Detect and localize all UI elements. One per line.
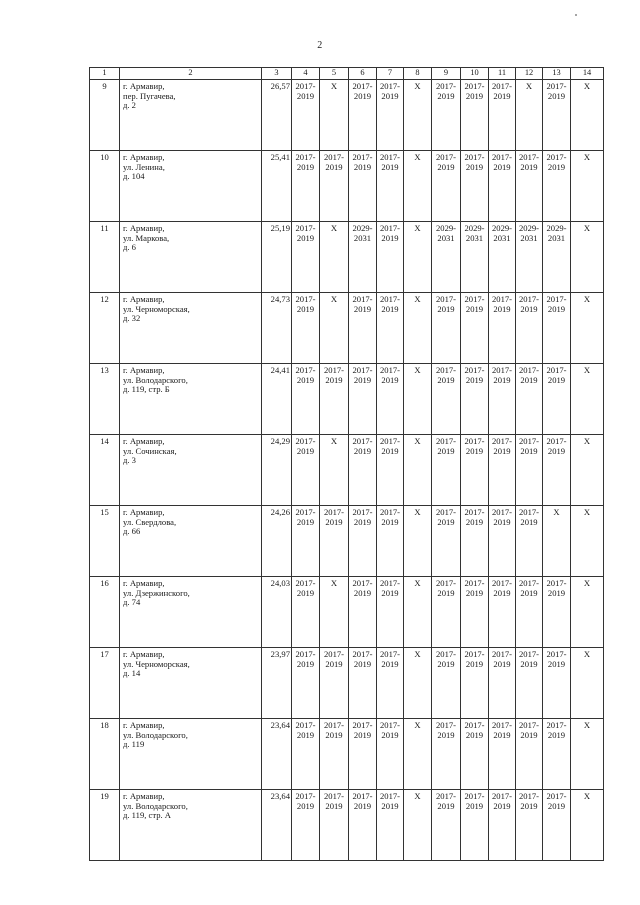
column-number-14: 14 bbox=[571, 68, 604, 80]
period-cell: 2017- 2019 bbox=[377, 364, 404, 435]
column-number-row bbox=[90, 68, 604, 80]
period-cell: 2017- 2019 bbox=[516, 719, 543, 790]
not-applicable-cell: X bbox=[404, 293, 432, 364]
column-number-11: 11 bbox=[489, 68, 516, 80]
address-cell bbox=[120, 80, 262, 151]
address-cell bbox=[120, 577, 262, 648]
housing-repair-table bbox=[89, 67, 604, 861]
address-line: г. Армавир, bbox=[123, 507, 165, 517]
period-cell: 2029- 2031 bbox=[489, 222, 516, 293]
column-number-8: 8 bbox=[404, 68, 432, 80]
address-line: г. Армавир, bbox=[123, 152, 165, 162]
address-line: пер. Пугачева, bbox=[123, 90, 176, 101]
period-cell: 2017- 2019 bbox=[489, 506, 516, 577]
period-cell: 2017- 2019 bbox=[461, 80, 489, 151]
address-cell bbox=[120, 790, 262, 861]
not-applicable-cell: X bbox=[320, 435, 349, 506]
period-cell: 2017- 2019 bbox=[489, 435, 516, 506]
row-number: 13 bbox=[90, 364, 120, 435]
period-cell: 2017- 2019 bbox=[461, 648, 489, 719]
period-cell: 2017- 2019 bbox=[489, 293, 516, 364]
period-cell: 2017- 2019 bbox=[377, 151, 404, 222]
period-cell: 2017- 2019 bbox=[516, 151, 543, 222]
not-applicable-cell: X bbox=[571, 648, 604, 719]
column-number-2: 2 bbox=[120, 68, 262, 80]
period-cell: 2017- 2019 bbox=[543, 151, 571, 222]
period-cell: 2017- 2019 bbox=[320, 364, 349, 435]
period-cell: 2017- 2019 bbox=[516, 506, 543, 577]
not-applicable-cell: X bbox=[571, 790, 604, 861]
page-number: 2 bbox=[317, 40, 323, 51]
period-cell: 2017- 2019 bbox=[516, 577, 543, 648]
row-number: 9 bbox=[90, 80, 120, 151]
period-cell: 2017- 2019 bbox=[432, 80, 461, 151]
column-number-3: 3 bbox=[262, 68, 292, 80]
period-cell: 2017- 2019 bbox=[516, 293, 543, 364]
value-cell: 24,29 bbox=[262, 435, 292, 506]
column-number-5: 5 bbox=[320, 68, 349, 80]
not-applicable-cell: X bbox=[516, 80, 543, 151]
address-cell bbox=[120, 293, 262, 364]
address-line: д. 104 bbox=[123, 171, 145, 182]
period-cell: 2017- 2019 bbox=[489, 80, 516, 151]
address-line: г. Армавир, bbox=[123, 365, 165, 375]
period-cell: 2017- 2019 bbox=[543, 790, 571, 861]
address-cell bbox=[120, 648, 262, 719]
row-number: 18 bbox=[90, 719, 120, 790]
value-cell: 24,03 bbox=[262, 577, 292, 648]
address-line: ул. Володарского, bbox=[123, 374, 188, 385]
value-cell: 25,41 bbox=[262, 151, 292, 222]
period-cell: 2017- 2019 bbox=[543, 577, 571, 648]
column-number-4: 4 bbox=[292, 68, 320, 80]
address-line: д. 3 bbox=[123, 455, 136, 466]
not-applicable-cell: X bbox=[404, 364, 432, 435]
table-row bbox=[90, 293, 604, 364]
column-number-7: 7 bbox=[377, 68, 404, 80]
period-cell: 2017- 2019 bbox=[461, 435, 489, 506]
not-applicable-cell: X bbox=[571, 151, 604, 222]
not-applicable-cell: X bbox=[320, 80, 349, 151]
period-cell: 2017- 2019 bbox=[292, 506, 320, 577]
period-cell: 2017- 2019 bbox=[377, 790, 404, 861]
period-cell: 2017- 2019 bbox=[543, 648, 571, 719]
value-cell: 26,57 bbox=[262, 80, 292, 151]
column-number-1: 1 bbox=[90, 68, 120, 80]
table-row bbox=[90, 577, 604, 648]
row-number: 10 bbox=[90, 151, 120, 222]
column-number-13: 13 bbox=[543, 68, 571, 80]
row-number: 17 bbox=[90, 648, 120, 719]
period-cell: 2017- 2019 bbox=[461, 790, 489, 861]
period-cell: 2017- 2019 bbox=[489, 719, 516, 790]
period-cell: 2017- 2019 bbox=[543, 293, 571, 364]
not-applicable-cell: X bbox=[571, 577, 604, 648]
period-cell: 2017- 2019 bbox=[432, 293, 461, 364]
period-cell: 2017- 2019 bbox=[292, 435, 320, 506]
not-applicable-cell: X bbox=[571, 222, 604, 293]
column-number-6: 6 bbox=[349, 68, 377, 80]
row-number: 14 bbox=[90, 435, 120, 506]
period-cell: 2017- 2019 bbox=[432, 435, 461, 506]
period-cell: 2017- 2019 bbox=[292, 364, 320, 435]
address-line: г. Армавир, bbox=[123, 294, 165, 304]
period-cell: 2017- 2019 bbox=[461, 719, 489, 790]
period-cell: 2017- 2019 bbox=[320, 506, 349, 577]
not-applicable-cell: X bbox=[404, 435, 432, 506]
period-cell: 2017- 2019 bbox=[461, 506, 489, 577]
address-line: ул. Володарского, bbox=[123, 729, 188, 740]
address-line: ул. Володарского, bbox=[123, 800, 188, 811]
period-cell: 2017- 2019 bbox=[349, 648, 377, 719]
row-number: 11 bbox=[90, 222, 120, 293]
period-cell: 2017- 2019 bbox=[349, 293, 377, 364]
table-row bbox=[90, 80, 604, 151]
not-applicable-cell: X bbox=[404, 790, 432, 861]
not-applicable-cell: X bbox=[404, 577, 432, 648]
row-number: 15 bbox=[90, 506, 120, 577]
column-number-9: 9 bbox=[432, 68, 461, 80]
period-cell: 2017- 2019 bbox=[349, 151, 377, 222]
value-cell: 23,64 bbox=[262, 719, 292, 790]
period-cell: 2017- 2019 bbox=[292, 80, 320, 151]
address-line: д. 2 bbox=[123, 100, 136, 111]
not-applicable-cell: X bbox=[404, 506, 432, 577]
address-line: г. Армавир, bbox=[123, 223, 165, 233]
period-cell: 2017- 2019 bbox=[489, 577, 516, 648]
table-row bbox=[90, 648, 604, 719]
address-line: г. Армавир, bbox=[123, 720, 165, 730]
period-cell: 2017- 2019 bbox=[377, 577, 404, 648]
period-cell: 2017- 2019 bbox=[292, 151, 320, 222]
period-cell: 2017- 2019 bbox=[432, 506, 461, 577]
table-row bbox=[90, 435, 604, 506]
address-line: ул. Дзержинского, bbox=[123, 587, 190, 598]
period-cell: 2017- 2019 bbox=[320, 790, 349, 861]
not-applicable-cell: X bbox=[404, 648, 432, 719]
period-cell: 2017- 2019 bbox=[292, 222, 320, 293]
address-cell bbox=[120, 435, 262, 506]
not-applicable-cell: X bbox=[320, 222, 349, 293]
period-cell: 2017- 2019 bbox=[432, 719, 461, 790]
period-cell: 2017- 2019 bbox=[292, 719, 320, 790]
address-line: д. 6 bbox=[123, 242, 136, 253]
period-cell: 2017- 2019 bbox=[432, 648, 461, 719]
address-line: г. Армавир, bbox=[123, 578, 165, 588]
address-line: г. Армавир, bbox=[123, 436, 165, 446]
period-cell: 2017- 2019 bbox=[349, 364, 377, 435]
period-cell: 2017- 2019 bbox=[489, 648, 516, 719]
row-number: 12 bbox=[90, 293, 120, 364]
period-cell: 2017- 2019 bbox=[489, 151, 516, 222]
period-cell: 2017- 2019 bbox=[516, 435, 543, 506]
period-cell: 2029- 2031 bbox=[543, 222, 571, 293]
value-cell: 23,64 bbox=[262, 790, 292, 861]
period-cell: 2017- 2019 bbox=[349, 506, 377, 577]
address-line: ул. Сочинская, bbox=[123, 445, 177, 456]
period-cell: 2017- 2019 bbox=[516, 648, 543, 719]
period-cell: 2017- 2019 bbox=[320, 719, 349, 790]
address-line: ул. Свердлова, bbox=[123, 516, 177, 527]
table-row bbox=[90, 364, 604, 435]
address-cell bbox=[120, 719, 262, 790]
table-row bbox=[90, 151, 604, 222]
address-line: д. 32 bbox=[123, 313, 141, 324]
period-cell: 2017- 2019 bbox=[432, 364, 461, 435]
period-cell: 2017- 2019 bbox=[377, 80, 404, 151]
not-applicable-cell: X bbox=[404, 719, 432, 790]
period-cell: 2017- 2019 bbox=[543, 435, 571, 506]
period-cell: 2017- 2019 bbox=[489, 364, 516, 435]
period-cell: 2017- 2019 bbox=[349, 577, 377, 648]
period-cell: 2017- 2019 bbox=[320, 648, 349, 719]
address-line: д. 119 bbox=[123, 739, 145, 750]
not-applicable-cell: X bbox=[404, 80, 432, 151]
address-line: д. 74 bbox=[123, 597, 141, 608]
period-cell: 2017- 2019 bbox=[320, 151, 349, 222]
period-cell: 2017- 2019 bbox=[461, 293, 489, 364]
address-line: г. Армавир, bbox=[123, 791, 165, 801]
not-applicable-cell: X bbox=[571, 80, 604, 151]
value-cell: 25,19 bbox=[262, 222, 292, 293]
scan-dot bbox=[575, 14, 577, 16]
period-cell: 2017- 2019 bbox=[543, 80, 571, 151]
period-cell: 2017- 2019 bbox=[543, 719, 571, 790]
period-cell: 2017- 2019 bbox=[489, 790, 516, 861]
table-row bbox=[90, 222, 604, 293]
not-applicable-cell: X bbox=[320, 293, 349, 364]
period-cell: 2017- 2019 bbox=[292, 293, 320, 364]
period-cell: 2029- 2031 bbox=[461, 222, 489, 293]
period-cell: 2017- 2019 bbox=[349, 80, 377, 151]
period-cell: 2017- 2019 bbox=[432, 577, 461, 648]
not-applicable-cell: X bbox=[571, 364, 604, 435]
period-cell: 2017- 2019 bbox=[292, 577, 320, 648]
period-cell: 2017- 2019 bbox=[349, 719, 377, 790]
address-cell bbox=[120, 364, 262, 435]
period-cell: 2017- 2019 bbox=[377, 719, 404, 790]
address-line: ул. Черноморская, bbox=[123, 658, 190, 669]
address-cell bbox=[120, 151, 262, 222]
address-line: ул. Черноморская, bbox=[123, 303, 190, 314]
row-number: 16 bbox=[90, 577, 120, 648]
period-cell: 2017- 2019 bbox=[432, 151, 461, 222]
address-line: г. Армавир, bbox=[123, 81, 165, 91]
not-applicable-cell: X bbox=[571, 293, 604, 364]
period-cell: 2017- 2019 bbox=[461, 577, 489, 648]
not-applicable-cell: X bbox=[320, 577, 349, 648]
period-cell: 2017- 2019 bbox=[292, 648, 320, 719]
column-number-12: 12 bbox=[516, 68, 543, 80]
period-cell: 2017- 2019 bbox=[377, 648, 404, 719]
address-line: ул. Ленина, bbox=[123, 161, 165, 172]
value-cell: 24,26 bbox=[262, 506, 292, 577]
period-cell: 2017- 2019 bbox=[461, 364, 489, 435]
address-cell bbox=[120, 506, 262, 577]
period-cell: 2017- 2019 bbox=[349, 790, 377, 861]
period-cell: 2029- 2031 bbox=[349, 222, 377, 293]
not-applicable-cell: X bbox=[571, 435, 604, 506]
value-cell: 24,73 bbox=[262, 293, 292, 364]
period-cell: 2017- 2019 bbox=[292, 790, 320, 861]
not-applicable-cell: X bbox=[543, 506, 571, 577]
period-cell: 2017- 2019 bbox=[377, 293, 404, 364]
period-cell: 2017- 2019 bbox=[349, 435, 377, 506]
period-cell: 2029- 2031 bbox=[432, 222, 461, 293]
table-row bbox=[90, 506, 604, 577]
period-cell: 2017- 2019 bbox=[377, 506, 404, 577]
period-cell: 2017- 2019 bbox=[377, 222, 404, 293]
period-cell: 2017- 2019 bbox=[516, 790, 543, 861]
period-cell: 2017- 2019 bbox=[516, 364, 543, 435]
column-number-10: 10 bbox=[461, 68, 489, 80]
address-line: ул. Маркова, bbox=[123, 232, 170, 243]
period-cell: 2017- 2019 bbox=[377, 435, 404, 506]
table-row bbox=[90, 790, 604, 861]
address-line: г. Армавир, bbox=[123, 649, 165, 659]
not-applicable-cell: X bbox=[571, 506, 604, 577]
period-cell: 2029- 2031 bbox=[516, 222, 543, 293]
not-applicable-cell: X bbox=[571, 719, 604, 790]
address-line: д. 14 bbox=[123, 668, 141, 679]
not-applicable-cell: X bbox=[404, 222, 432, 293]
period-cell: 2017- 2019 bbox=[543, 364, 571, 435]
value-cell: 23,97 bbox=[262, 648, 292, 719]
address-line: д. 119, стр. Б bbox=[123, 384, 170, 395]
address-line: д. 119, стр. А bbox=[123, 810, 172, 821]
value-cell: 24,41 bbox=[262, 364, 292, 435]
not-applicable-cell: X bbox=[404, 151, 432, 222]
table-row bbox=[90, 719, 604, 790]
address-cell bbox=[120, 222, 262, 293]
row-number: 19 bbox=[90, 790, 120, 861]
address-line: д. 66 bbox=[123, 526, 141, 537]
period-cell: 2017- 2019 bbox=[432, 790, 461, 861]
period-cell: 2017- 2019 bbox=[461, 151, 489, 222]
